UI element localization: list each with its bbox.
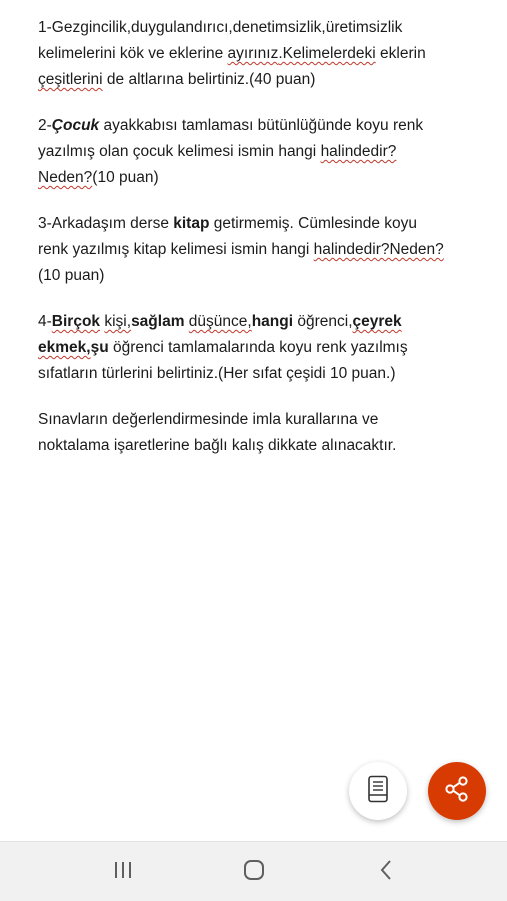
back-icon — [378, 859, 394, 886]
q4-text: 4- — [38, 313, 52, 330]
q4-bold: çeyrek — [352, 313, 402, 330]
q3-text: 3-Arkadaşım derse — [38, 215, 174, 232]
q4-bold: Birçok — [51, 313, 101, 330]
q1-spell: .Kelimelerdeki — [278, 45, 376, 62]
question-2 — [38, 113, 483, 191]
q2-text: (10 puan) — [92, 169, 159, 186]
q1-line1: 1-Gezgincilik,duygulandırıcı,denetimsizlik,üretimsizlik — [38, 19, 403, 36]
q1-text: de altlarına belirtiniz.(40 puan) — [102, 71, 316, 88]
recent-apps-button[interactable] — [107, 856, 139, 888]
note-text: noktalama işaretlerine bağlı kalış dikkate alınacaktır. — [38, 437, 397, 454]
share-icon — [443, 775, 471, 808]
q2-text: 2- — [38, 117, 52, 134]
q2-bold: Çocuk — [51, 117, 100, 134]
q2-text: ayakkabısı tamlaması bütünlüğünde koyu renk — [99, 117, 424, 134]
q4-text: sıfatların türlerini belirtiniz.(Her sıfat çeşidi 10 puan.) — [38, 365, 396, 382]
q2-spell: halindedir? — [320, 143, 397, 160]
exam-note — [38, 407, 483, 459]
back-button[interactable] — [370, 856, 402, 888]
home-button[interactable] — [238, 856, 270, 888]
q3-text: getirmemiş. Cümlesinde koyu — [209, 215, 418, 232]
q1-spell: çeşitlerini — [38, 71, 103, 88]
system-navigation-bar — [0, 841, 507, 901]
q4-spell: düşünce, — [188, 313, 252, 330]
q4-bold: hangi — [251, 313, 294, 330]
q4-bold: şu — [90, 339, 109, 356]
q2-text: yazılmış olan çocuk kelimesi ismin hangi — [38, 143, 321, 160]
reading-view-icon — [367, 775, 389, 808]
note-text: Sınavların değerlendirmesinde imla kurallarına ve — [38, 411, 379, 428]
q3-bold: kitap — [173, 215, 210, 232]
q3-text: (10 puan) — [38, 267, 105, 284]
question-4 — [38, 309, 483, 387]
q4-text: öğrenci tamlamalarında koyu renk yazılmış — [108, 339, 408, 356]
q1-spell: ayırınız — [227, 45, 279, 62]
document-body — [38, 15, 483, 479]
q4-text: öğrenci, — [293, 313, 353, 330]
q3-text: renk yazılmış kitap kelimesi ismin hangi — [38, 241, 314, 258]
home-icon — [243, 859, 265, 886]
q1-text: kelimelerini kök ve eklerine — [38, 45, 228, 62]
recent-apps-icon — [113, 860, 133, 885]
question-3 — [38, 211, 483, 289]
q1-text: eklerin — [375, 45, 426, 62]
q4-bold: sağlam — [131, 313, 185, 330]
question-1 — [38, 15, 483, 93]
q4-bold: ekmek, — [38, 339, 91, 356]
reading-view-button[interactable] — [349, 762, 407, 820]
share-button[interactable] — [428, 762, 486, 820]
q4-spell: kişi, — [104, 313, 132, 330]
q2-spell: Neden? — [38, 169, 93, 186]
q3-spell: halindedir?Neden? — [313, 241, 444, 258]
